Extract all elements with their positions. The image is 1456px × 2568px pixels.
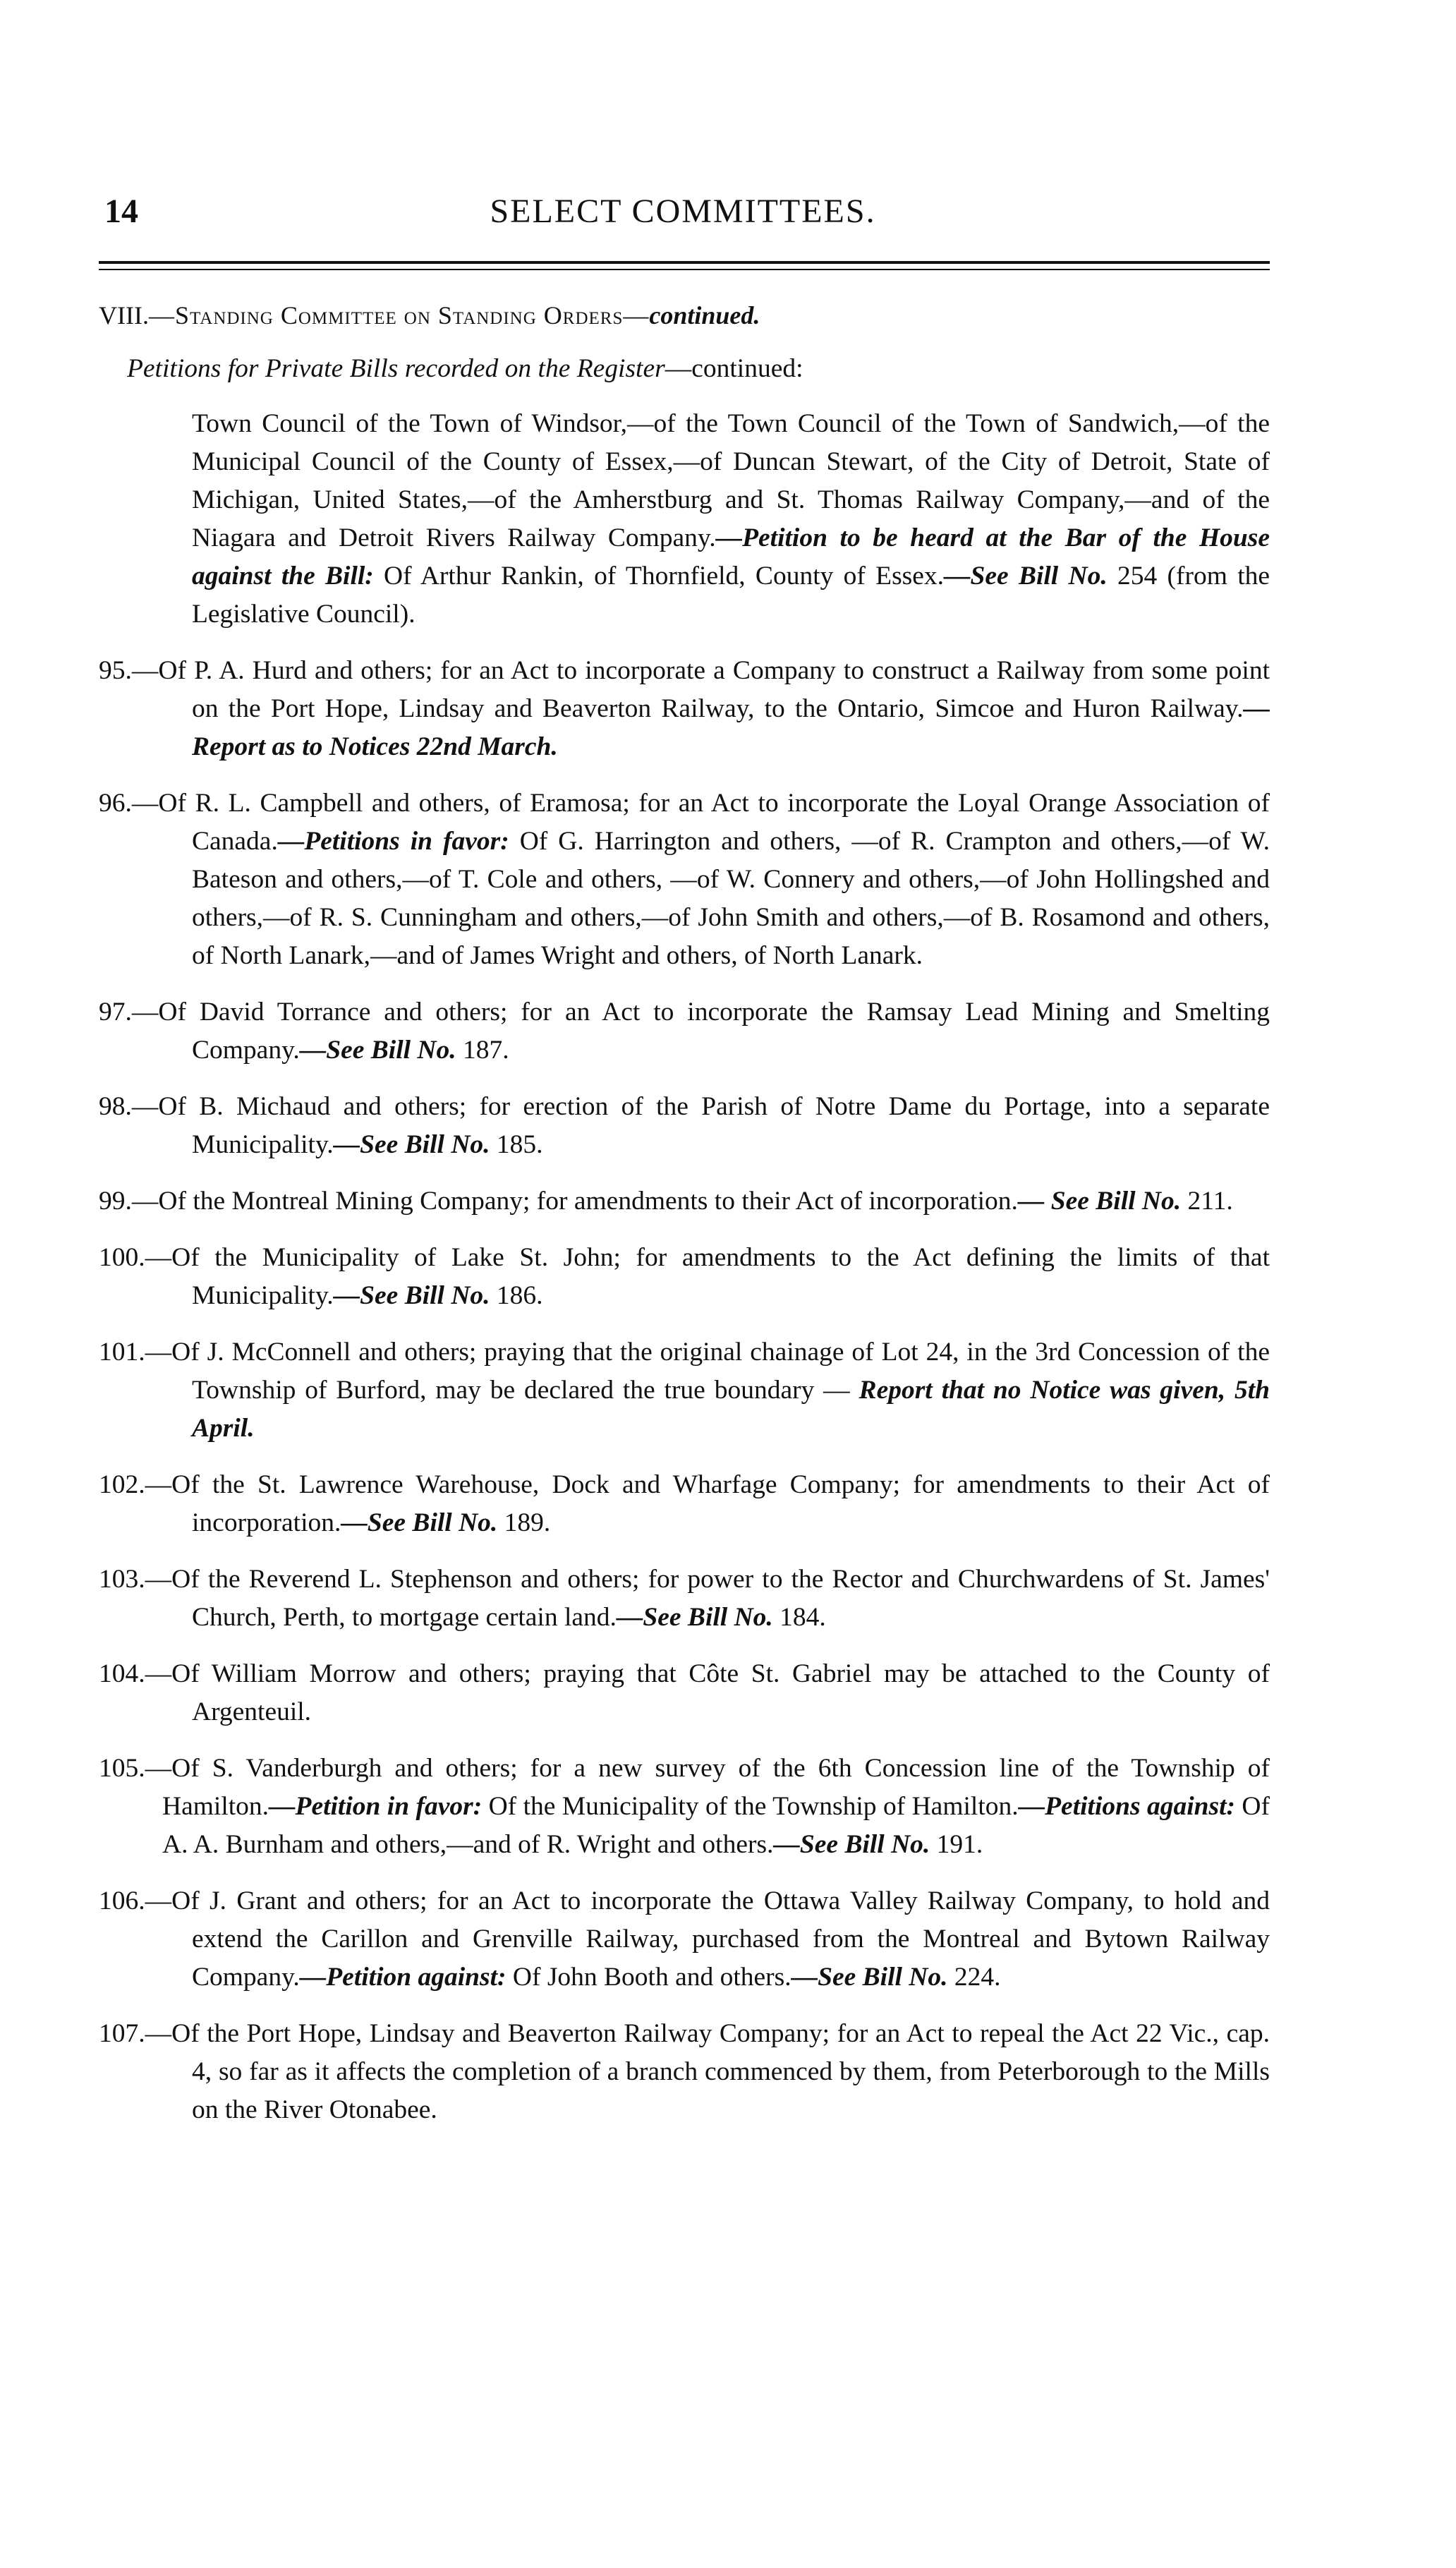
entry-text: 103.—Of the Reverend L. Stephenson and others; for power to the Rector and Churchwardens of St. James' Church, Perth, to mortgage certain land. [99,1565,1270,1632]
petition-entry-102 [99,1466,1270,1542]
intro-paragraph [192,405,1270,634]
entry-text: 189. [497,1508,551,1537]
entry-text: Of A. A. Burnham and others,—and of R. Wright and others. [162,1792,1270,1859]
header-rule-thin [99,269,1270,270]
entry-italic: —See Bill No. [333,1281,490,1310]
page-number: 14 [104,193,138,230]
entry-text: 100.—Of the Municipality of Lake St. John; for amendments to the Act defining the limits of that Municipality. [99,1243,1270,1310]
header-rule-thick [99,261,1270,264]
section-heading [99,296,1270,334]
entry-italic: —Petitions against: [1018,1792,1236,1821]
section-title: —Standing Committee on Standing Orders— [148,301,650,329]
petition-entry-107 [99,2015,1270,2129]
entry-text: Of G. Harrington and others, —of R. Crampton and others,—of W. Bateson and others,—of T. Cole and others, —of W. Connery and others,—of John Hollingshed and others,—of R. S. Cunningham and others,—of John Smith and others,—of B. Rosamond and others, of North Lanark,—and of James Wright and others, of North Lanark. [192,827,1270,970]
entry-italic: Report that no Notice was given, 5th April. [192,1376,1270,1443]
entry-text: 97.—Of David Torrance and others; for an Act to incorporate the Ramsay Lead Mining and Smelting Company. [99,998,1270,1065]
petition-entry-106 [99,1882,1270,1997]
entry-text: Of the Municipality of the Township of Hamilton. [482,1792,1019,1821]
entry-italic: —See Bill No. [333,1130,490,1159]
entry-text: 191. [930,1830,983,1859]
entry-text: 224. [947,1963,1001,1992]
entry-text: 106.—Of J. Grant and others; for an Act to incorporate the Ottawa Valley Railway Company, to hold and extend the Carillon and Grenville Railway, purchased from the Montreal and Bytown Railway Company. [99,1886,1270,1992]
subheading-italic: Petitions for Private Bills recorded on the Register [127,354,665,383]
entry-text: 95.—Of P. A. Hurd and others; for an Act to incorporate a Company to construct a Railway from some point on the Port Hope, Lindsay and Beaverton Railway, to the Ontario, Simcoe and Huron Railway. [99,656,1270,723]
entry-italic: —See Bill No. [299,1036,456,1065]
entry-text: 105.—Of S. Vanderburgh and others; for a new survey of the 6th Concession line of the Township of Hamilton. [99,1754,1270,1821]
petition-entry-101 [99,1333,1270,1448]
entry-text: 98.—Of B. Michaud and others; for erection of the Parish of Notre Dame du Portage, into a separate Municipality. [99,1092,1270,1159]
intro-italic: —See Bill No. [944,562,1108,590]
entry-italic: —Petitions in favor: [277,827,509,856]
entry-text: 211. [1181,1187,1233,1216]
section-continued: continued. [649,301,760,329]
petition-entry-96 [99,785,1270,975]
entry-text: 104.—Of William Morrow and others; praying that Côte St. Gabriel may be attached to the County of Argenteuil. [99,1659,1270,1726]
entry-italic: — See Bill No. [1017,1187,1182,1216]
entry-text: 102.—Of the St. Lawrence Warehouse, Dock and Wharfage Company; for amendments to their Act of incorporation. [99,1470,1270,1537]
entry-text: 186. [490,1281,543,1310]
subheading-rest: —continued: [665,354,803,383]
petition-entry-98 [99,1088,1270,1164]
entry-italic: —See Bill No. [616,1603,773,1632]
petition-entry-95 [99,652,1270,766]
entry-text: Of John Booth and others. [506,1963,791,1992]
entry-text: 101.—Of J. McConnell and others; praying that the original chainage of Lot 24, in the 3rd Concession of the Township of Burford, may be declared the true boundary — [99,1338,1270,1405]
entry-italic: —See Bill No. [773,1830,930,1859]
intro-text: 254 (from the Legislative Council). [192,562,1270,629]
petition-entry-104 [99,1655,1270,1731]
entry-italic: —See Bill No. [791,1963,948,1992]
entry-italic: —Report as to Notices 22nd March. [192,694,1270,761]
petition-entry-100 [99,1239,1270,1315]
entry-text: 107.—Of the Port Hope, Lindsay and Beaverton Railway Company; for an Act to repeal the Act 22 Vic., cap. 4, so far as it affects the completion of a branch commenced by them, from Peterborough to the Mills on the River Otonabee. [99,2019,1270,2124]
intro-italic: —Petition to be heard at the Bar of the House against the Bill: [192,523,1270,590]
intro-text: Town Council of the Town of Windsor,—of the Town Council of the Town of Sandwich,—of the Municipal Council of the County of Essex,—of Duncan Stewart, of the City of Detroit, State of Michigan, United States,—of the Amherstburg and St. Thomas Railway Company,—and of the Niagara and Detroit Rivers Railway Company. [192,409,1270,552]
section-roman: VIII. [99,301,149,329]
intro-text: Of Arthur Rankin, of Thornfield, County of Essex. [373,562,945,590]
page-header [104,192,1261,234]
entry-text: 99.—Of the Montreal Mining Company; for amendments to their Act of incorporation. [99,1187,1018,1216]
petition-entry-105 [99,1750,1270,1864]
entry-italic: —See Bill No. [341,1508,498,1537]
running-title: SELECT COMMITTEES. [490,193,876,230]
subheading [127,350,1270,388]
entry-italic: —Petition in favor: [269,1792,483,1821]
page-body [99,296,1270,2148]
entry-text: 187. [456,1036,509,1065]
petition-entry-103 [99,1561,1270,1637]
entry-text: 96.—Of R. L. Campbell and others, of Eramosa; for an Act to incorporate the Loyal Orange Association of Canada. [99,789,1270,856]
entry-text: 185. [490,1130,543,1159]
petition-entry-99 [99,1182,1270,1221]
petition-entry-97 [99,993,1270,1070]
entry-italic: —Petition against: [299,1963,506,1992]
entry-text: 184. [772,1603,826,1632]
